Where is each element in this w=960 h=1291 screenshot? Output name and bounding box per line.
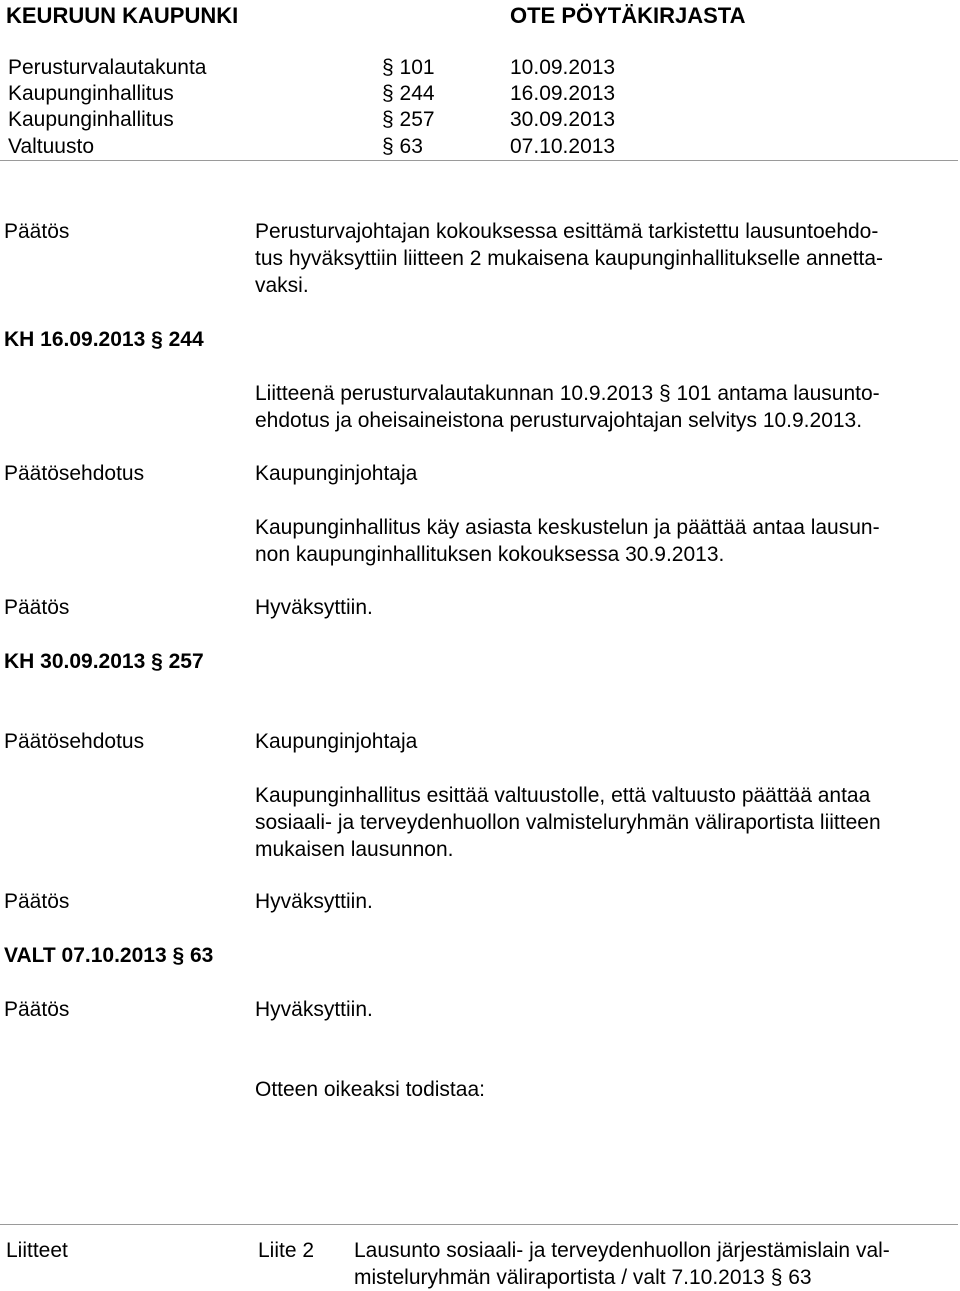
certification: Otteen oikeaksi todistaa: xyxy=(255,1078,485,1101)
meeting-date: 07.10.2013 xyxy=(510,135,616,158)
proposal-text xyxy=(255,514,955,568)
proposer: Kaupunginjohtaja xyxy=(255,462,418,485)
text-line: Lausunto sosiaali- ja terveydenhuollon järjestämislain val- xyxy=(354,1239,890,1262)
text-line: non kaupunginhallituksen kokouksessa 30.9.2013. xyxy=(255,543,725,566)
meeting-date: 16.09.2013 xyxy=(510,82,616,105)
proposer: Kaupunginjohtaja xyxy=(255,730,418,753)
decision-text xyxy=(255,218,955,299)
meeting-section: § 257 xyxy=(382,108,435,131)
attachment-item: Liite 2 xyxy=(258,1239,315,1262)
meeting-date: 10.09.2013 xyxy=(510,56,616,79)
meeting-section: § 244 xyxy=(382,82,435,105)
attachments-label: Liitteet xyxy=(6,1239,68,1262)
attachment-note xyxy=(255,380,955,434)
meeting-date: 30.09.2013 xyxy=(510,108,616,131)
text-line: misteluryhmän väliraportista / valt 7.10.2013 § 63 xyxy=(354,1266,812,1289)
section-heading-kh-257: KH 30.09.2013 § 257 xyxy=(4,650,204,673)
city-name: KEURUUN KAUPUNKI xyxy=(6,3,239,28)
meeting-body: Perusturvalautakunta xyxy=(8,56,207,79)
text-line: mukaisen lausunnon. xyxy=(255,838,454,861)
decision-text: Hyväksyttiin. xyxy=(255,596,373,619)
text-line: sosiaali- ja terveydenhuollon valmisteluryhmän väliraportista liitteen xyxy=(255,811,881,834)
text-line: Perusturvajohtajan kokouksessa esittämä tarkistettu lausuntoehdo- xyxy=(255,220,879,243)
text-line: Kaupunginhallitus esittää valtuustolle, että valtuusto päättää antaa xyxy=(255,784,871,807)
text-line: ehdotus ja oheisaineistona perusturvajohtajan selvitys 10.9.2013. xyxy=(255,409,863,432)
decision-label: Päätös xyxy=(4,998,70,1021)
decision-label: Päätös xyxy=(4,220,70,243)
text-line: tus hyväksyttiin liitteen 2 mukaisena kaupunginhallitukselle annetta- xyxy=(255,247,884,270)
section-heading-kh-244: KH 16.09.2013 § 244 xyxy=(4,328,204,351)
proposal-label: Päätösehdotus xyxy=(4,730,145,753)
document-type: OTE PÖYTÄKIRJASTA xyxy=(510,3,746,28)
text-line: vaksi. xyxy=(255,274,309,297)
proposal-text xyxy=(255,782,955,863)
header-divider xyxy=(0,160,958,161)
meeting-body: Kaupunginhallitus xyxy=(8,82,174,105)
footer-divider xyxy=(0,1224,958,1225)
meeting-section: § 101 xyxy=(382,56,435,79)
text-line: Liitteenä perusturvalautakunnan 10.9.2013 § 101 antama lausunto- xyxy=(255,382,880,405)
meeting-body: Kaupunginhallitus xyxy=(8,108,174,131)
text-line: Kaupunginhallitus käy asiasta keskustelun ja päättää antaa lausun- xyxy=(255,516,880,539)
section-heading-valt-63: VALT 07.10.2013 § 63 xyxy=(4,944,214,967)
attachment-description xyxy=(354,1237,954,1291)
meeting-section: § 63 xyxy=(382,135,423,158)
decision-text: Hyväksyttiin. xyxy=(255,998,373,1021)
proposal-label: Päätösehdotus xyxy=(4,462,145,485)
decision-label: Päätös xyxy=(4,890,70,913)
decision-text: Hyväksyttiin. xyxy=(255,890,373,913)
decision-label: Päätös xyxy=(4,596,70,619)
meeting-body: Valtuusto xyxy=(8,135,94,158)
